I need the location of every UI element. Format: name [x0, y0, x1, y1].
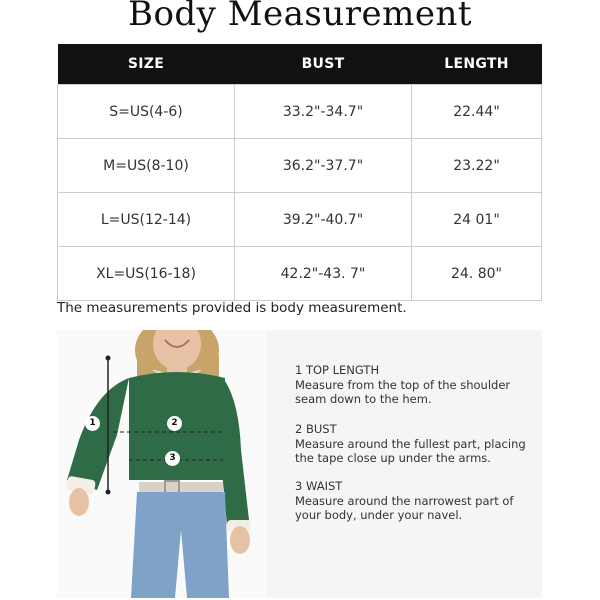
length-cell: 24 01" [412, 193, 542, 247]
instruction-text: Measure around the narrowest part of your body, under your navel. [295, 493, 514, 522]
marker-3: 3 [165, 451, 180, 466]
measurement-note: The measurements provided is body measurement. [57, 300, 407, 316]
header-size: SIZE [58, 44, 235, 85]
header-length: LENGTH [412, 44, 542, 85]
length-cell: 24. 80" [412, 247, 542, 301]
instruction-heading: 2 BUST [295, 422, 337, 436]
instruction-text: Measure around the fullest part, placing the tape close up under the arms. [295, 436, 526, 465]
instruction-bust [295, 422, 535, 466]
model-illustration [57, 330, 265, 598]
bust-cell: 33.2"-34.7" [235, 85, 412, 139]
length-cell: 22.44" [412, 85, 542, 139]
belt-shape [139, 482, 223, 492]
table-row [58, 85, 542, 139]
size-cell: M=US(8-10) [58, 139, 235, 193]
bust-cell: 42.2"-43. 7" [235, 247, 412, 301]
bust-cell: 36.2"-37.7" [235, 139, 412, 193]
size-cell: S=US(4-6) [58, 85, 235, 139]
table-row [58, 139, 542, 193]
size-cell: XL=US(16-18) [58, 247, 235, 301]
instruction-heading: 1 TOP LENGTH [295, 363, 380, 377]
size-chart-table [57, 44, 542, 301]
bust-cell: 39.2"-40.7" [235, 193, 412, 247]
instruction-heading: 3 WAIST [295, 479, 343, 493]
table-row [58, 193, 542, 247]
page-title: Body Measurement [127, 0, 473, 34]
instruction-text: Measure from the top of the shoulder seam down to the hem. [295, 377, 511, 406]
instruction-waist [295, 479, 535, 523]
instruction-top-length [295, 363, 535, 407]
header-bust: BUST [235, 44, 412, 85]
model-photo [57, 330, 265, 598]
marker-1: 1 [85, 416, 100, 431]
marker-2: 2 [167, 416, 182, 431]
table-row [58, 247, 542, 301]
table-header-row [58, 44, 542, 85]
size-cell: L=US(12-14) [58, 193, 235, 247]
length-cell: 23.22" [412, 139, 542, 193]
jeans-shape [131, 492, 229, 598]
instructions-panel [266, 330, 542, 598]
